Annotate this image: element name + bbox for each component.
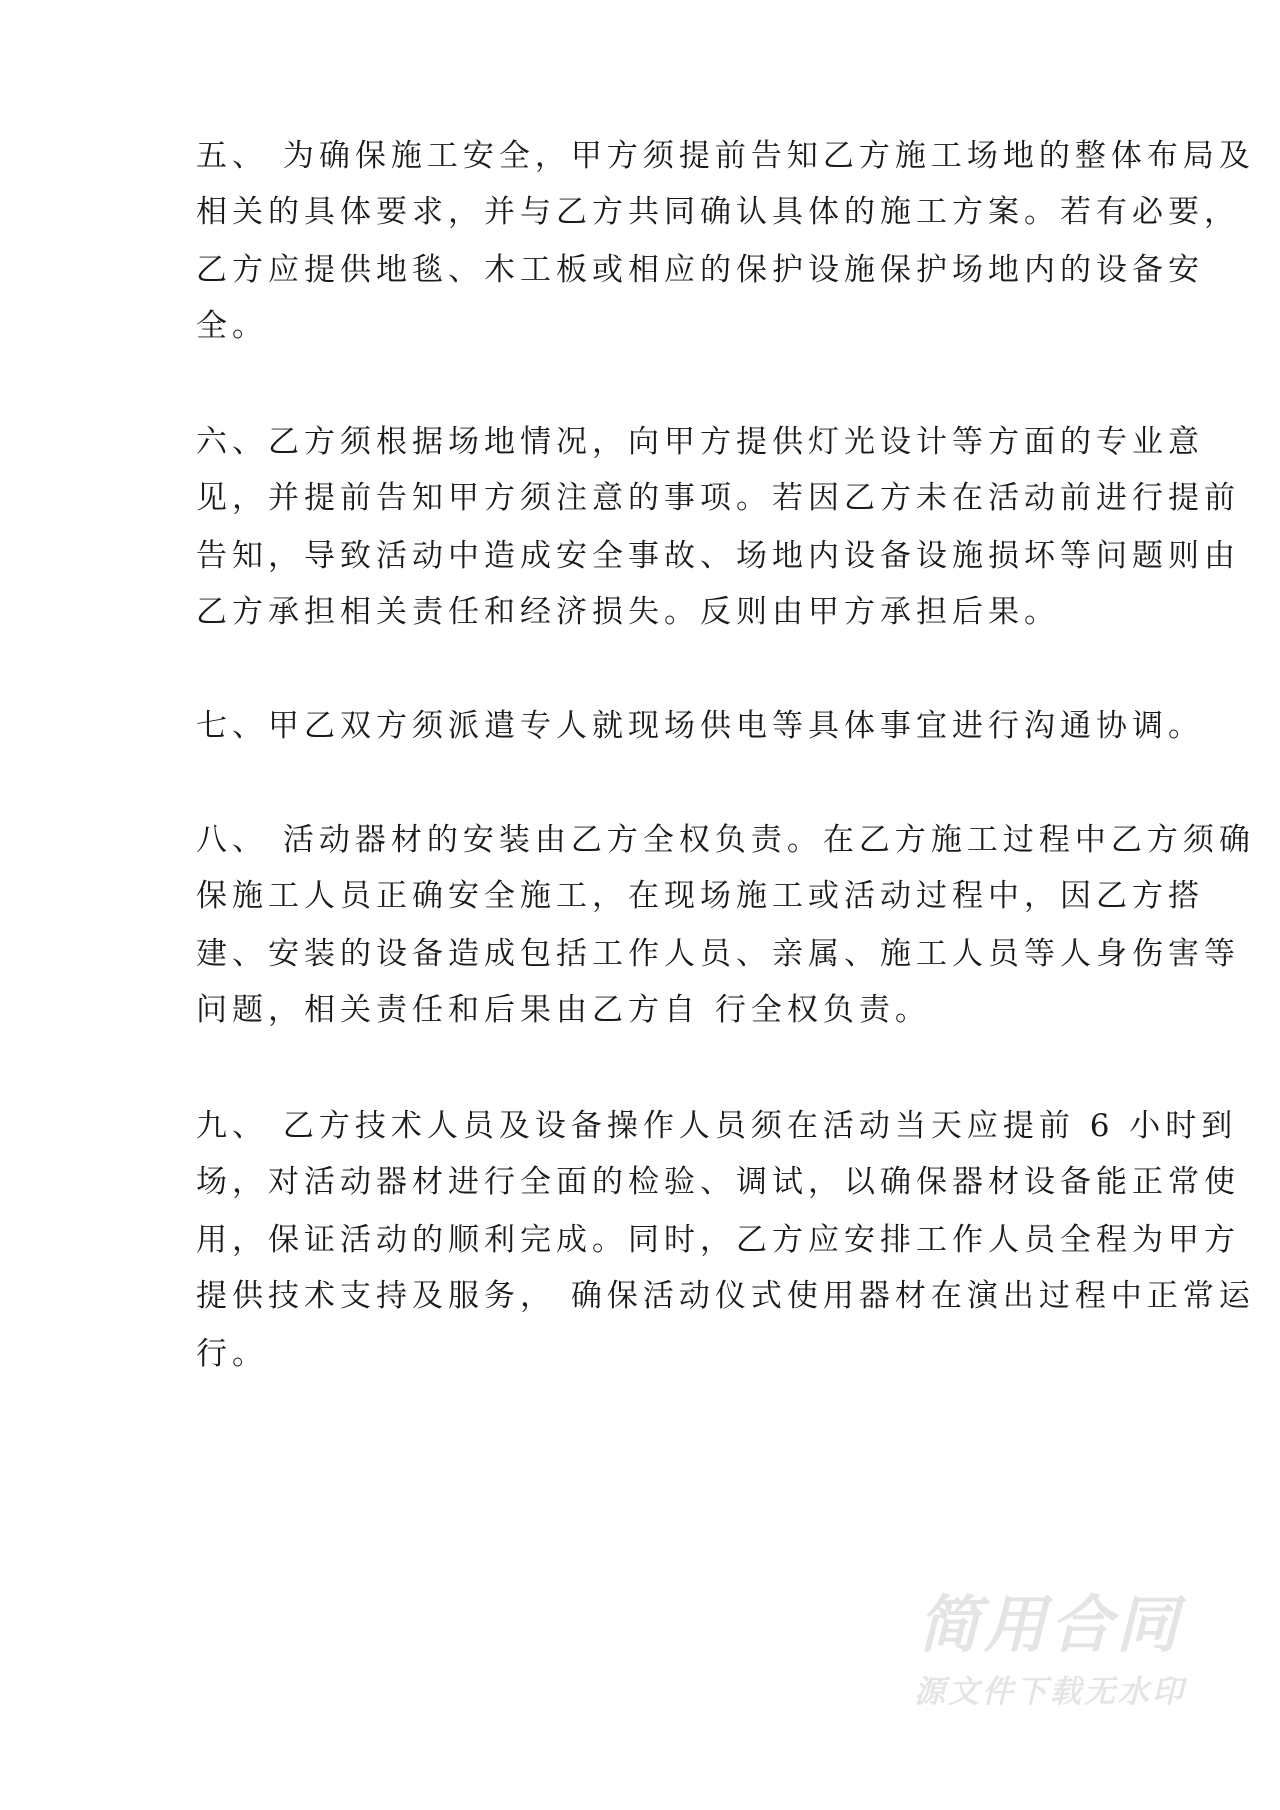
clause-5-line-4: 全。 bbox=[196, 308, 268, 344]
clause-6-line-3: 告知，导致活动中造成安全事故、场地内设备设施损坏等问题则由 bbox=[196, 538, 1240, 574]
clause-5-line-3: 乙方应提供地毯、木工板或相应的保护设施保护场地内的设备安 bbox=[196, 252, 1204, 288]
clause-7-line-1: 七、甲乙双方须派遣专人就现场供电等具体事宜进行沟通协调。 bbox=[196, 708, 1204, 744]
clause-9-line-2: 场，对活动器材进行全面的检验、调试，以确保器材设备能正常使 bbox=[196, 1164, 1240, 1200]
clause-9-line-5: 行。 bbox=[196, 1336, 268, 1372]
watermark-brand: 简用合同 bbox=[917, 1588, 1182, 1661]
clause-9-line-1: 九、 乙方技术人员及设备操作人员须在活动当天应提前 6 小时到 bbox=[196, 1108, 1238, 1144]
clause-9-line-4: 提供技术支持及服务， 确保活动仪式使用器材在演出过程中正常运 bbox=[196, 1278, 1255, 1314]
watermark bbox=[880, 1590, 1220, 1712]
clause-8-line-4: 问题，相关责任和后果由乙方自 行全权负责。 bbox=[196, 992, 931, 1028]
clause-5-line-2: 相关的具体要求，并与乙方共同确认具体的施工方案。若有必要， bbox=[196, 194, 1240, 230]
clause-6-line-1: 六、乙方须根据场地情况，向甲方提供灯光设计等方面的专业意 bbox=[196, 424, 1204, 460]
clause-8-line-3: 建、安装的设备造成包括工作人员、亲属、施工人员等人身伤害等 bbox=[196, 936, 1240, 972]
clause-6-line-4: 乙方承担相关责任和经济损失。反则由甲方承担后果。 bbox=[196, 594, 1060, 630]
clause-8-line-2: 保施工人员正确安全施工，在现场施工或活动过程中，因乙方搭 bbox=[196, 878, 1204, 914]
watermark-tagline: 源文件下载无水印 bbox=[914, 1674, 1186, 1710]
clause-5-line-1: 五、 为确保施工安全，甲方须提前告知乙方施工场地的整体布局及 bbox=[196, 138, 1255, 174]
clause-9-line-3: 用，保证活动的顺利完成。同时，乙方应安排工作人员全程为甲方 bbox=[196, 1222, 1240, 1258]
clause-8-line-1: 八、 活动器材的安装由乙方全权负责。在乙方施工过程中乙方须确 bbox=[196, 822, 1255, 858]
clause-6-line-2: 见，并提前告知甲方须注意的事项。若因乙方未在活动前进行提前 bbox=[196, 480, 1240, 516]
